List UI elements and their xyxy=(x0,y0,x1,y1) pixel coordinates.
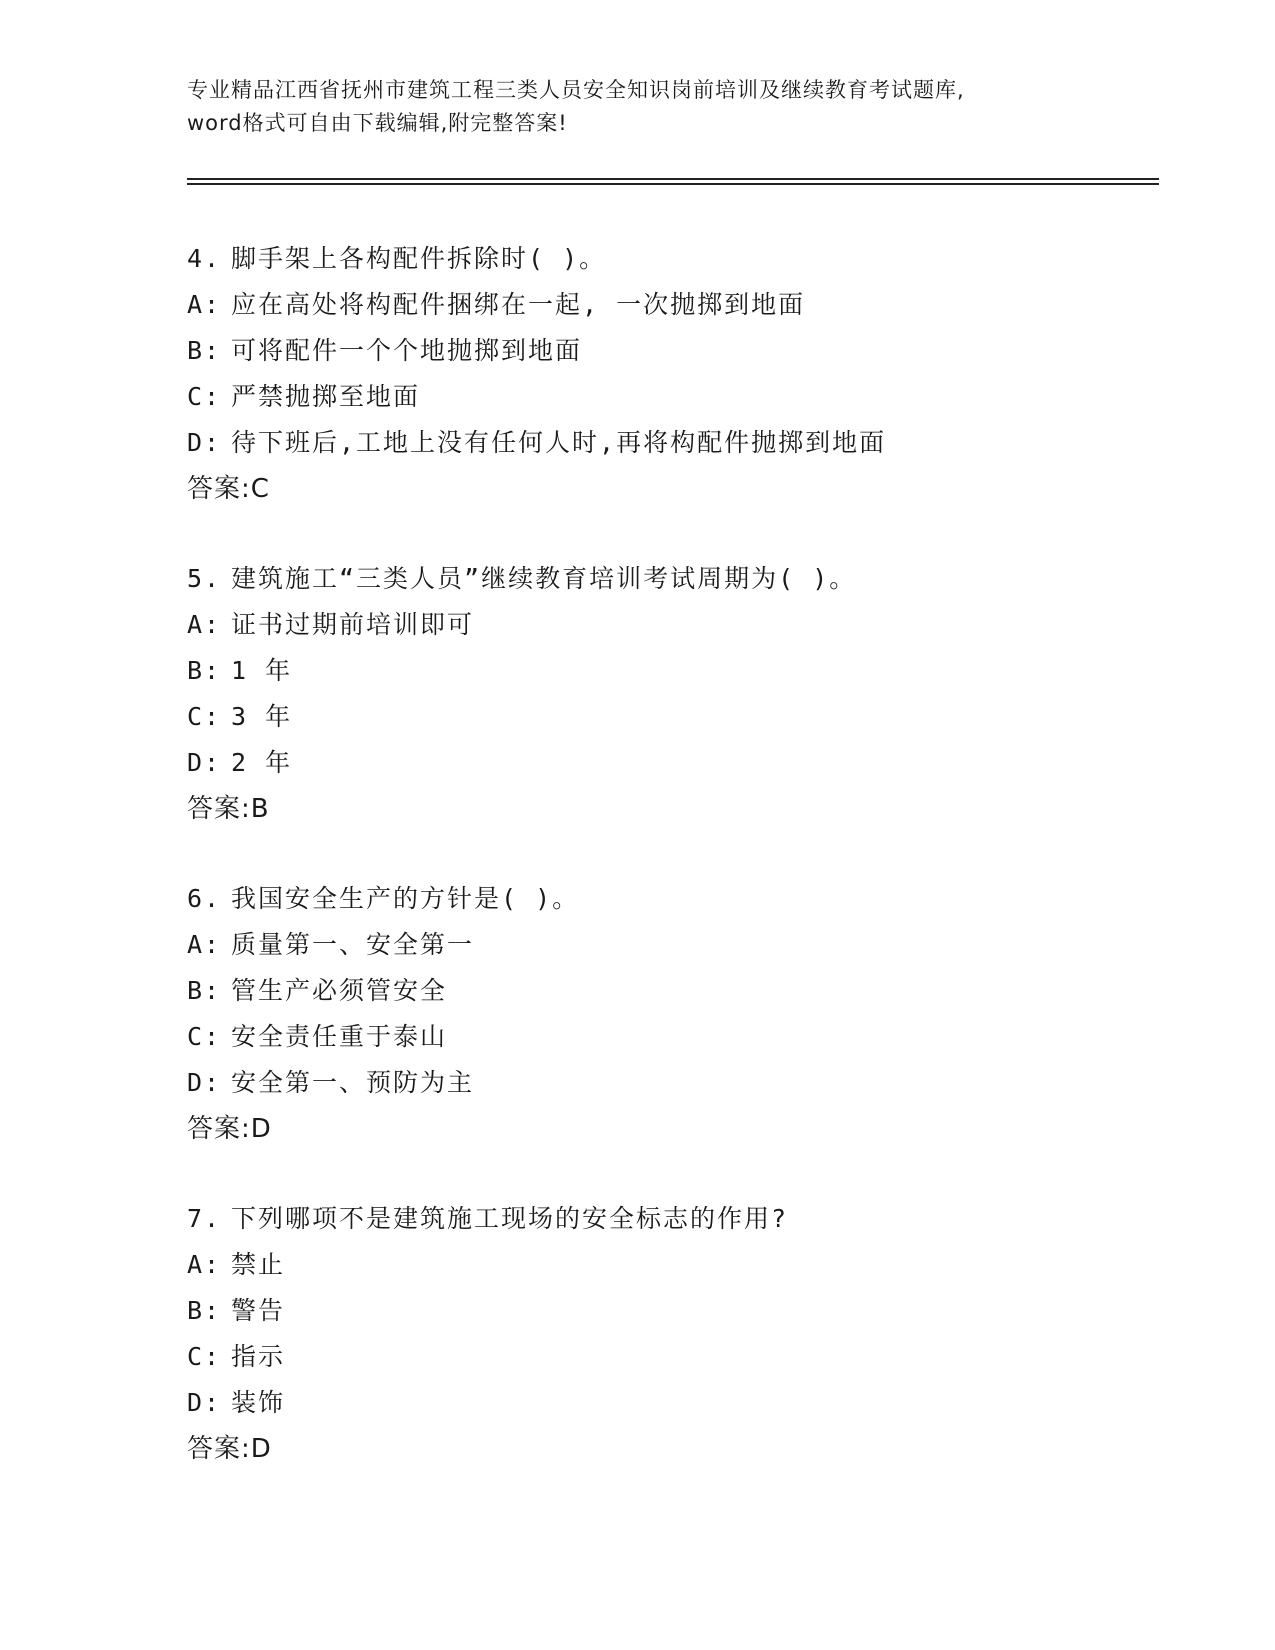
option-d xyxy=(187,1060,1167,1106)
option-label: C: xyxy=(187,382,222,411)
option-a xyxy=(187,922,1167,968)
document-header xyxy=(187,74,1087,140)
question-text: 建筑施工“三类人员”继续教育培训考试周期为( )。 xyxy=(231,564,857,593)
question-number: 7. xyxy=(187,1204,222,1233)
option-label: C: xyxy=(187,1342,222,1371)
header-divider-bottom xyxy=(187,183,1159,185)
option-label: A: xyxy=(187,290,222,319)
question-stem xyxy=(187,1196,1167,1242)
option-text: 安全责任重于泰山 xyxy=(231,1022,448,1051)
option-a xyxy=(187,1242,1167,1288)
option-text: 3 年 xyxy=(231,702,293,731)
header-divider-top xyxy=(187,178,1159,180)
option-text: 应在高处将构配件捆绑在一起, 一次抛掷到地面 xyxy=(231,290,806,319)
option-d xyxy=(187,420,1167,466)
option-d xyxy=(187,740,1167,786)
option-c xyxy=(187,1014,1167,1060)
question-text: 脚手架上各构配件拆除时( )。 xyxy=(231,244,607,273)
option-text: 证书过期前培训即可 xyxy=(231,610,475,639)
question-stem xyxy=(187,236,1167,282)
option-b xyxy=(187,968,1167,1014)
option-c xyxy=(187,374,1167,420)
option-text: 禁止 xyxy=(231,1250,286,1279)
option-a xyxy=(187,602,1167,648)
option-d xyxy=(187,1380,1167,1426)
option-text: 2 年 xyxy=(231,748,293,777)
option-label: A: xyxy=(187,930,222,959)
question-item xyxy=(187,556,1167,876)
option-text: 安全第一、预防为主 xyxy=(231,1068,475,1097)
option-label: D: xyxy=(187,1068,222,1097)
question-list xyxy=(187,236,1167,1516)
option-c xyxy=(187,1334,1167,1380)
option-a xyxy=(187,282,1167,328)
option-label: B: xyxy=(187,1296,222,1325)
header-title-line-2: word格式可自由下载编辑,附完整答案! xyxy=(187,111,568,135)
option-label: D: xyxy=(187,1388,222,1417)
option-b xyxy=(187,648,1167,694)
option-text: 可将配件一个个地抛掷到地面 xyxy=(231,336,583,365)
question-text: 下列哪项不是建筑施工现场的安全标志的作用? xyxy=(231,1204,789,1233)
option-label: B: xyxy=(187,976,222,1005)
option-label: C: xyxy=(187,702,222,731)
question-item xyxy=(187,876,1167,1196)
question-text: 我国安全生产的方针是( )。 xyxy=(231,884,580,913)
option-label: A: xyxy=(187,1250,222,1279)
answer-key: 答案:B xyxy=(187,794,270,824)
option-label: C: xyxy=(187,1022,222,1051)
option-text: 质量第一、安全第一 xyxy=(231,930,475,959)
option-b xyxy=(187,1288,1167,1334)
answer-key: 答案:D xyxy=(187,1114,272,1144)
option-label: D: xyxy=(187,748,222,777)
question-number: 6. xyxy=(187,884,222,913)
question-stem xyxy=(187,876,1167,922)
option-b xyxy=(187,328,1167,374)
option-label: B: xyxy=(187,656,222,685)
question-number: 5. xyxy=(187,564,222,593)
option-text: 装饰 xyxy=(231,1388,286,1417)
answer-key: 答案:D xyxy=(187,1434,272,1464)
option-text: 待下班后,工地上没有任何人时,再将构配件抛掷到地面 xyxy=(231,428,887,457)
question-stem xyxy=(187,556,1167,602)
question-item xyxy=(187,1196,1167,1516)
header-title-line-1: 专业精品江西省抚州市建筑工程三类人员安全知识岗前培训及继续教育考试题库, xyxy=(187,78,965,102)
option-label: B: xyxy=(187,336,222,365)
answer-key: 答案:C xyxy=(187,474,270,504)
option-text: 1 年 xyxy=(231,656,293,685)
question-item xyxy=(187,236,1167,556)
option-label: A: xyxy=(187,610,222,639)
option-label: D: xyxy=(187,428,222,457)
option-text: 管生产必须管安全 xyxy=(231,976,448,1005)
option-text: 严禁抛掷至地面 xyxy=(231,382,421,411)
question-number: 4. xyxy=(187,244,222,273)
option-text: 警告 xyxy=(231,1296,286,1325)
option-c xyxy=(187,694,1167,740)
option-text: 指示 xyxy=(231,1342,286,1371)
